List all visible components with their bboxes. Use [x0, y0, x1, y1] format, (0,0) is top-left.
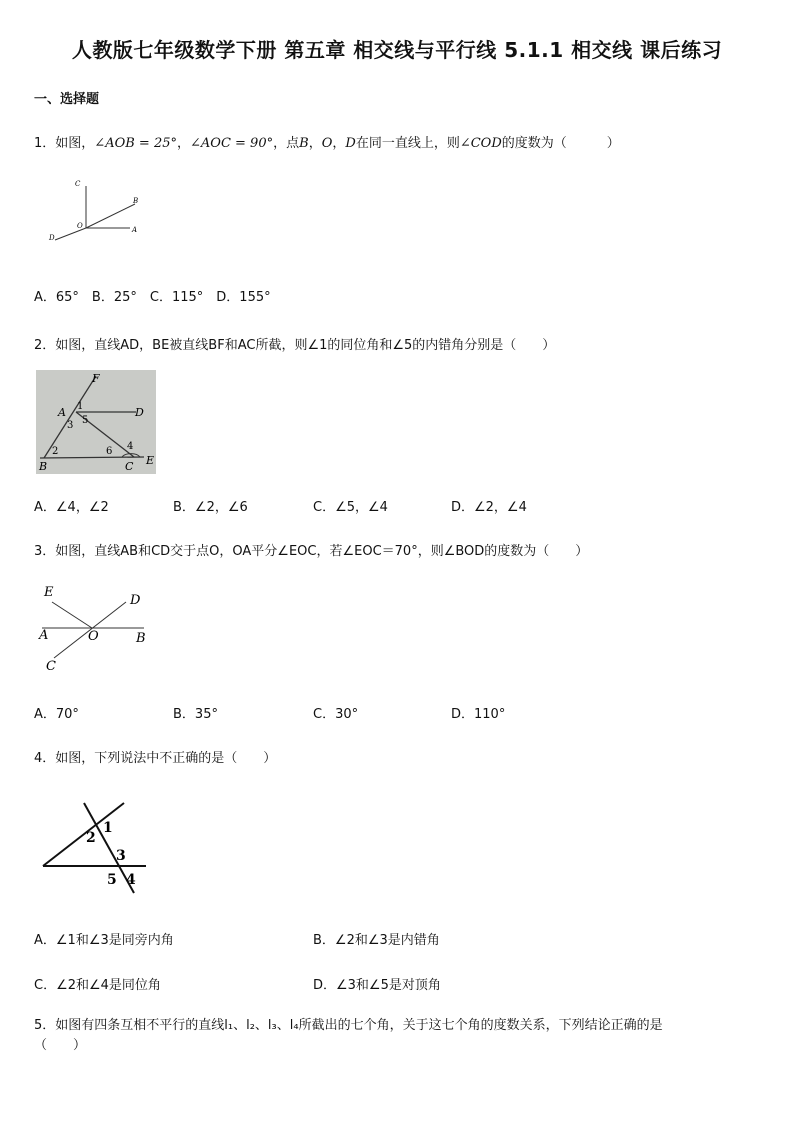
question-2-stem: 2．如图，直线AD，BE被直线BF和AC所截，则∠1的同位角和∠5的内错角分别是（ ）	[34, 338, 556, 353]
q1-options: A．65° B．25° C．115° D．155°	[34, 290, 271, 305]
q2-label-4: 4	[127, 441, 134, 452]
q1-text-1: 如图，	[55, 136, 95, 151]
q1-math-2: ∠AOC = 90°	[190, 136, 274, 151]
q3-option-a: A．70°	[34, 707, 79, 722]
q4-option-a: A．∠1和∠3是同旁内角	[34, 933, 174, 948]
q1-math-3: B	[299, 136, 309, 151]
q1-math-1: ∠AOB = 25°	[94, 136, 177, 151]
q2-label-a: A	[58, 406, 66, 419]
q1-label-a: A	[132, 226, 138, 234]
q2-label-e: E	[146, 454, 155, 467]
q4-label-5: 5	[107, 872, 117, 888]
q1-text-2: ，	[177, 136, 191, 151]
q4-option-c: C．∠2和∠4是同位角	[34, 978, 161, 993]
q3-figure	[34, 580, 164, 675]
q1-text-6: 在同一直线上，则	[355, 136, 460, 151]
q2-label-b: B	[39, 460, 48, 473]
q1-text-3: ，点	[273, 136, 300, 151]
q3-label-o: O	[88, 629, 99, 644]
q3-option-b: B．35°	[173, 707, 218, 722]
q4-option-b: B．∠2和∠3是内错角	[313, 933, 440, 948]
q2-label-6: 6	[106, 446, 113, 457]
q4-label-1: 1	[103, 820, 113, 836]
q4-figure	[38, 795, 163, 900]
q1-text-7: 的度数为（	[501, 136, 567, 151]
q3-label-d: D	[130, 593, 141, 608]
q1-text-4: ，	[308, 136, 322, 151]
question-1-stem	[34, 132, 620, 151]
q1-number: 1．	[34, 136, 56, 151]
q2-option-b: B．∠2，∠6	[173, 500, 248, 515]
q1-label-c: C	[75, 180, 81, 188]
q3-label-e: E	[44, 585, 54, 600]
q2-option-a: A．∠4，∠2	[34, 500, 109, 515]
q1-math-5: D	[345, 136, 356, 151]
q3-label-c: C	[46, 659, 56, 674]
q2-label-1: 1	[77, 401, 84, 412]
question-5-stem: 5．如图有四条互相不平行的直线l₁、l₂、l₃、l₄所截出的七个角，关于这七个角的度数关系，下列结论正确的是	[34, 1018, 663, 1033]
q2-option-c: C．∠5，∠4	[313, 500, 388, 515]
q2-label-3: 3	[67, 420, 74, 431]
q1-math-4: O	[321, 136, 333, 151]
q2-label-2: 2	[52, 446, 59, 457]
q4-option-d: D．∠3和∠5是对顶角	[313, 978, 441, 993]
q1-text-8: ）	[606, 136, 620, 151]
q2-option-d: D．∠2，∠4	[451, 500, 527, 515]
q3-label-a: A	[39, 628, 49, 643]
q2-label-c: C	[125, 460, 134, 473]
q2-label-d: D	[135, 406, 144, 419]
question-3-stem: 3．如图，直线AB和CD交于点O，OA平分∠EOC，若∠EOC＝70°，则∠BOD的度数为（ ）	[34, 544, 589, 559]
q2-figure	[36, 370, 156, 474]
q2-label-f: F	[92, 372, 100, 385]
q4-label-4: 4	[126, 872, 136, 888]
q1-label-d: D	[49, 234, 55, 242]
q3-option-d: D．110°	[451, 707, 506, 722]
question-5-paren: （ ）	[34, 1038, 87, 1053]
q3-label-b: B	[136, 631, 146, 646]
q2-label-5: 5	[82, 415, 89, 426]
section-heading: 一、选择题	[34, 92, 100, 107]
page-title: 人教版七年级数学下册 第五章 相交线与平行线 5.1.1 相交线 课后练习	[71, 38, 723, 62]
q1-label-o: O	[77, 222, 83, 230]
q1-label-b: B	[133, 197, 139, 205]
q3-option-c: C．30°	[313, 707, 359, 722]
q4-label-2: 2	[86, 830, 96, 846]
q1-math-6: ∠COD	[459, 136, 502, 151]
q1-text-5: ，	[332, 136, 346, 151]
q1-figure	[40, 170, 160, 250]
question-4-stem: 4．如图，下列说法中不正确的是（ ）	[34, 751, 277, 766]
q4-label-3: 3	[116, 848, 126, 864]
